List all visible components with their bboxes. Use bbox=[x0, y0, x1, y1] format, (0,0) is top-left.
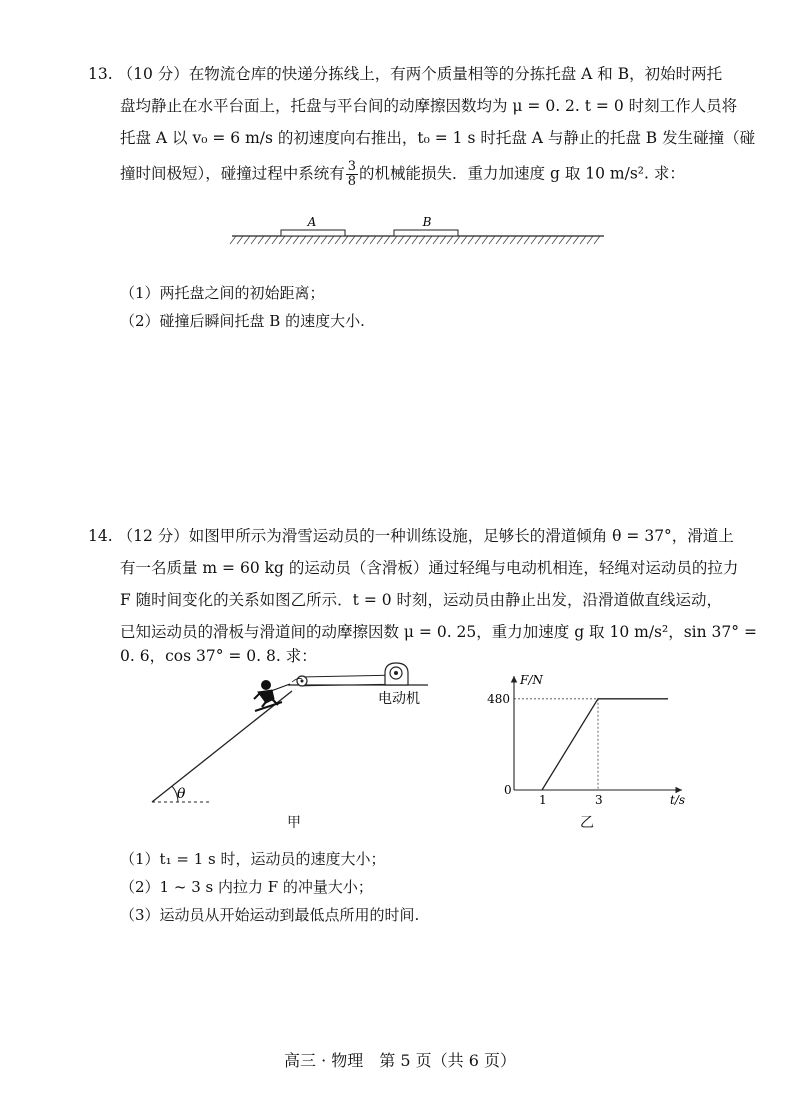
angle-theta-label: θ bbox=[177, 786, 186, 802]
motor-icon bbox=[385, 663, 408, 685]
q14-line-1: 14. （12 分）如图甲所示为滑雪运动员的一种训练设施，足够长的滑道倾角 θ = 37°，滑道上 bbox=[88, 527, 734, 545]
y-tick-label: 480 bbox=[487, 691, 510, 706]
tray-b-label: B bbox=[422, 215, 432, 229]
y-axis-label: F/N bbox=[520, 673, 543, 687]
x-tick-label: 1 bbox=[539, 793, 547, 807]
x-axis-label: t/s bbox=[670, 793, 686, 807]
q13-tray-figure bbox=[228, 210, 608, 255]
q13-subquestion-1: （1）两托盘之间的初始距离； bbox=[120, 284, 325, 302]
q14-subquestion-1: （1）t₁ = 1 s 时，运动员的速度大小； bbox=[120, 850, 386, 868]
figure-jia-slope bbox=[140, 655, 450, 830]
fraction-denominator: 8 bbox=[347, 174, 357, 189]
fraction-3-8 bbox=[346, 160, 358, 189]
q13-line-3: 托盘 A 以 v₀ = 6 m/s 的初速度向右推出，t₀ = 1 s 时托盘 A 与静止的托盘 B 发生碰撞（碰 bbox=[120, 129, 756, 147]
page-footer: 高三 · 物理 第 5 页（共 6 页） bbox=[284, 1051, 516, 1070]
motor-label: 电动机 bbox=[378, 691, 420, 707]
figure-jia-caption: 甲 bbox=[287, 815, 301, 831]
q13-line-4-pre: 撞时间极短），碰撞过程中系统有 bbox=[120, 164, 345, 183]
q13-line-4 bbox=[120, 160, 685, 189]
origin-label: 0 bbox=[504, 783, 512, 797]
tray-b bbox=[394, 230, 458, 236]
q14-line-2: 有一名质量 m = 60 kg 的运动员（含滑板）通过轻绳与电动机相连，轻绳对运动员的拉力 bbox=[120, 559, 739, 577]
q14-line-3: F 随时间变化的关系如图乙所示．t = 0 时刻，运动员由静止出发，沿滑道做直线运动， bbox=[120, 591, 723, 609]
q14-line-4: 已知运动员的滑板与滑道间的动摩擦因数 μ = 0. 25，重力加速度 g 取 10 m/s²，sin 37° = bbox=[120, 623, 757, 641]
ground-hatching bbox=[230, 236, 600, 244]
q14-line-5: 0. 6，cos 37° = 0. 8. 求： bbox=[120, 647, 317, 665]
figure-yi-chart bbox=[487, 668, 690, 808]
q13-line-1: 13. （10 分）在物流仓库的快递分拣线上，有两个质量相等的分拣托盘 A 和 B，初始时两托 bbox=[88, 65, 723, 83]
figure-yi-caption: 乙 bbox=[580, 815, 594, 831]
tray-a bbox=[281, 230, 345, 236]
q14-subquestion-2: （2）1 ~ 3 s 内拉力 F 的冲量大小； bbox=[120, 878, 373, 896]
tray-a-label: A bbox=[307, 215, 317, 229]
rope-top bbox=[300, 675, 398, 677]
force-series-line bbox=[542, 699, 668, 790]
q14-subquestion-3: （3）运动员从开始运动到最低点所用的时间. bbox=[120, 906, 420, 924]
q13-line-4-post: 的机械能损失．重力加速度 g 取 10 m/s². 求： bbox=[359, 164, 685, 183]
x-tick-label: 3 bbox=[595, 793, 603, 807]
slope-line bbox=[152, 691, 292, 802]
fraction-numerator: 3 bbox=[347, 159, 357, 174]
q13-subquestion-2: （2）碰撞后瞬间托盘 B 的速度大小. bbox=[120, 312, 365, 330]
q13-line-2: 盘均静止在水平台面上，托盘与平台间的动摩擦因数均为 μ = 0. 2. t = 0 时刻工作人员将 bbox=[120, 97, 738, 115]
